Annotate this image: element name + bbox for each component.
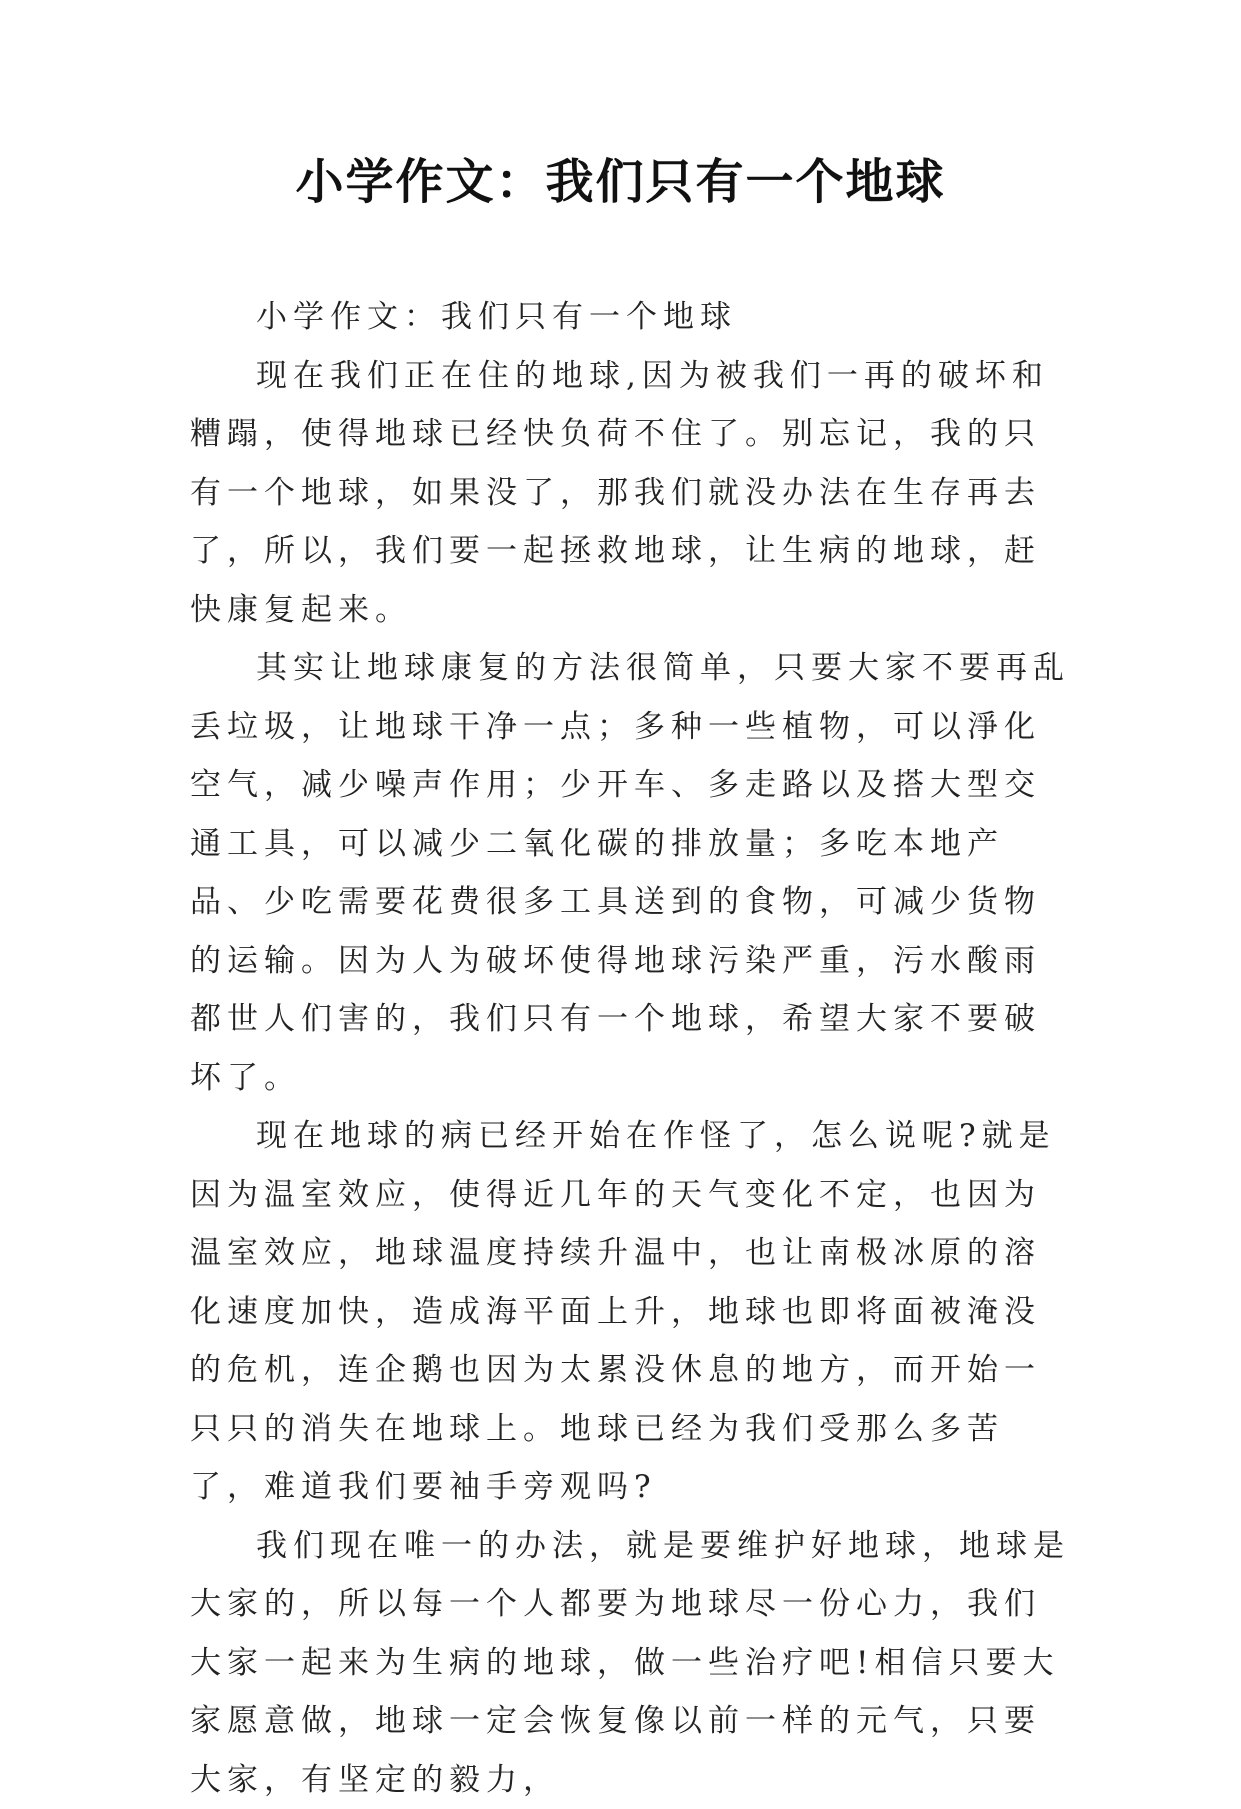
- paragraph: 现在我们正在住的地球,因为被我们一再的破坏和糟蹋，使得地球已经快负荷不住了。别忘记，我的只有一个地球，如果没了，那我们就没办法在生存再去了，所以，我们要一起拯救地球，让生病的地球，赶快康复起来。: [190, 347, 1070, 640]
- paragraph: 其实让地球康复的方法很简单，只要大家不要再乱丢垃圾，让地球干净一点；多种一些植物，可以淨化空气，减少噪声作用；少开车、多走路以及搭大型交通工具，可以减少二氧化碳的排放量；多吃本地产品、少吃需要花费很多工具送到的食物，可减少货物的运输。因为人为破坏使得地球污染严重，污水酸雨都世人们害的，我们只有一个地球，希望大家不要破坏了。: [190, 639, 1070, 1107]
- paragraph-heading: 小学作文：我们只有一个地球: [190, 288, 1070, 347]
- document-title: 小学作文：我们只有一个地球: [0, 150, 1241, 214]
- paragraph: 我们现在唯一的办法，就是要维护好地球，地球是大家的，所以每一个人都要为地球尽一份心力，我们大家一起来为生病的地球，做一些治疗吧!相信只要大家愿意做，地球一定会恢复像以前一样的元气，只要大家，有坚定的毅力，: [190, 1517, 1070, 1809]
- document-body: [190, 288, 1070, 1809]
- paragraph: 现在地球的病已经开始在作怪了，怎么说呢?就是因为温室效应，使得近几年的天气变化不定，也因为温室效应，地球温度持续升温中，也让南极冰原的溶化速度加快，造成海平面上升，地球也即将面被淹没的危机，连企鹅也因为太累没休息的地方，而开始一只只的消失在地球上。地球已经为我们受那么多苦了，难道我们要袖手旁观吗?: [190, 1107, 1070, 1517]
